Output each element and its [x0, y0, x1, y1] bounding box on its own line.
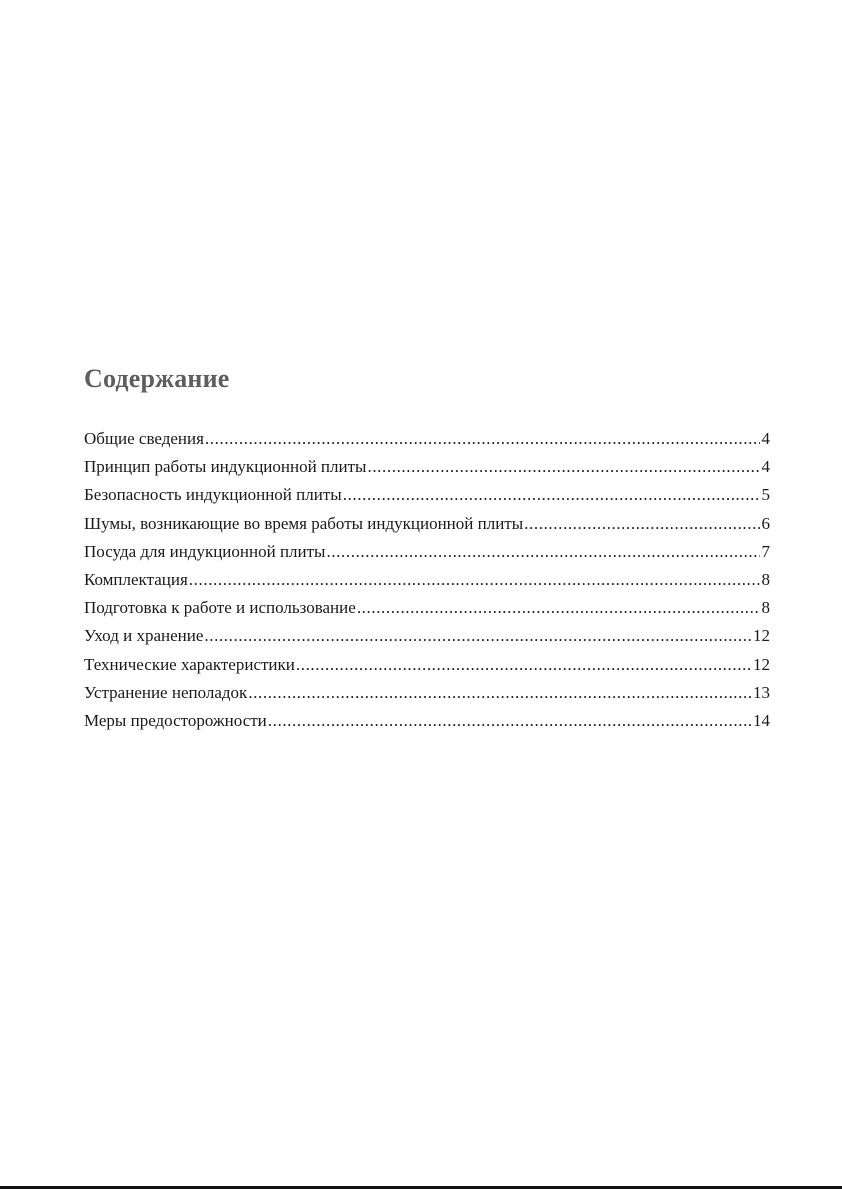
toc-title: Содержание	[84, 364, 230, 393]
toc-entry-label: Безопасность индукционной плиты	[84, 485, 342, 505]
toc-entry-preparation-and-use[interactable]	[84, 594, 770, 622]
toc-entry-page-number: 8	[761, 598, 770, 618]
toc-entry-page-number: 12	[753, 626, 770, 646]
toc-entry-precautions[interactable]	[84, 707, 770, 735]
dot-leader	[268, 707, 751, 735]
dot-leader	[326, 538, 759, 566]
toc-entry-label: Посуда для индукционной плиты	[84, 541, 326, 561]
toc-entry-label: Принцип работы индукционной плиты	[84, 457, 367, 477]
dot-leader	[296, 651, 751, 679]
toc-entry-label: Общие сведения	[84, 429, 204, 448]
toc-entry-specifications[interactable]	[84, 651, 770, 679]
toc-entry-label: Меры предосторожности	[84, 710, 267, 730]
toc-entry-care-and-storage[interactable]	[84, 622, 770, 650]
toc-entry-page-number: 7	[761, 541, 770, 561]
toc-entry-package-contents[interactable]	[84, 566, 770, 594]
toc-entry-label: Уход и хранение	[84, 626, 204, 646]
toc-list	[84, 425, 770, 735]
toc-entry-label: Подготовка к работе и использование	[84, 598, 356, 618]
toc-entry-noises[interactable]	[84, 510, 770, 538]
dot-leader	[204, 622, 751, 650]
toc-entry-operating-principle[interactable]	[84, 453, 770, 481]
toc-entry-label: Устранение неполадок	[84, 682, 248, 702]
toc-entry-page-number: 5	[761, 485, 770, 505]
dot-leader	[248, 679, 751, 707]
toc-entry-safety[interactable]	[84, 481, 770, 509]
toc-entry-troubleshooting[interactable]	[84, 679, 770, 707]
dot-leader	[367, 453, 759, 481]
toc-entry-label: Комплектация	[84, 569, 188, 589]
toc-entry-cookware[interactable]	[84, 538, 770, 566]
toc-entry-page-number: 6	[761, 513, 770, 533]
dot-leader	[343, 481, 760, 509]
toc-entry-page-number: 8	[761, 569, 770, 589]
toc-entry-general-info[interactable]	[84, 425, 770, 453]
toc-entry-page-number: 4	[761, 457, 770, 477]
toc-entry-page-number: 4	[761, 429, 770, 448]
toc-entry-page-number: 12	[753, 654, 770, 674]
dot-leader	[524, 510, 759, 538]
toc-entry-label: Шумы, возникающие во время работы индукционной плиты	[84, 513, 524, 533]
toc-entry-label: Технические характеристики	[84, 654, 295, 674]
dot-leader	[205, 425, 760, 453]
dot-leader	[189, 566, 760, 594]
toc-entry-page-number: 14	[753, 710, 770, 730]
toc-entry-page-number: 13	[753, 682, 770, 702]
dot-leader	[357, 594, 760, 622]
